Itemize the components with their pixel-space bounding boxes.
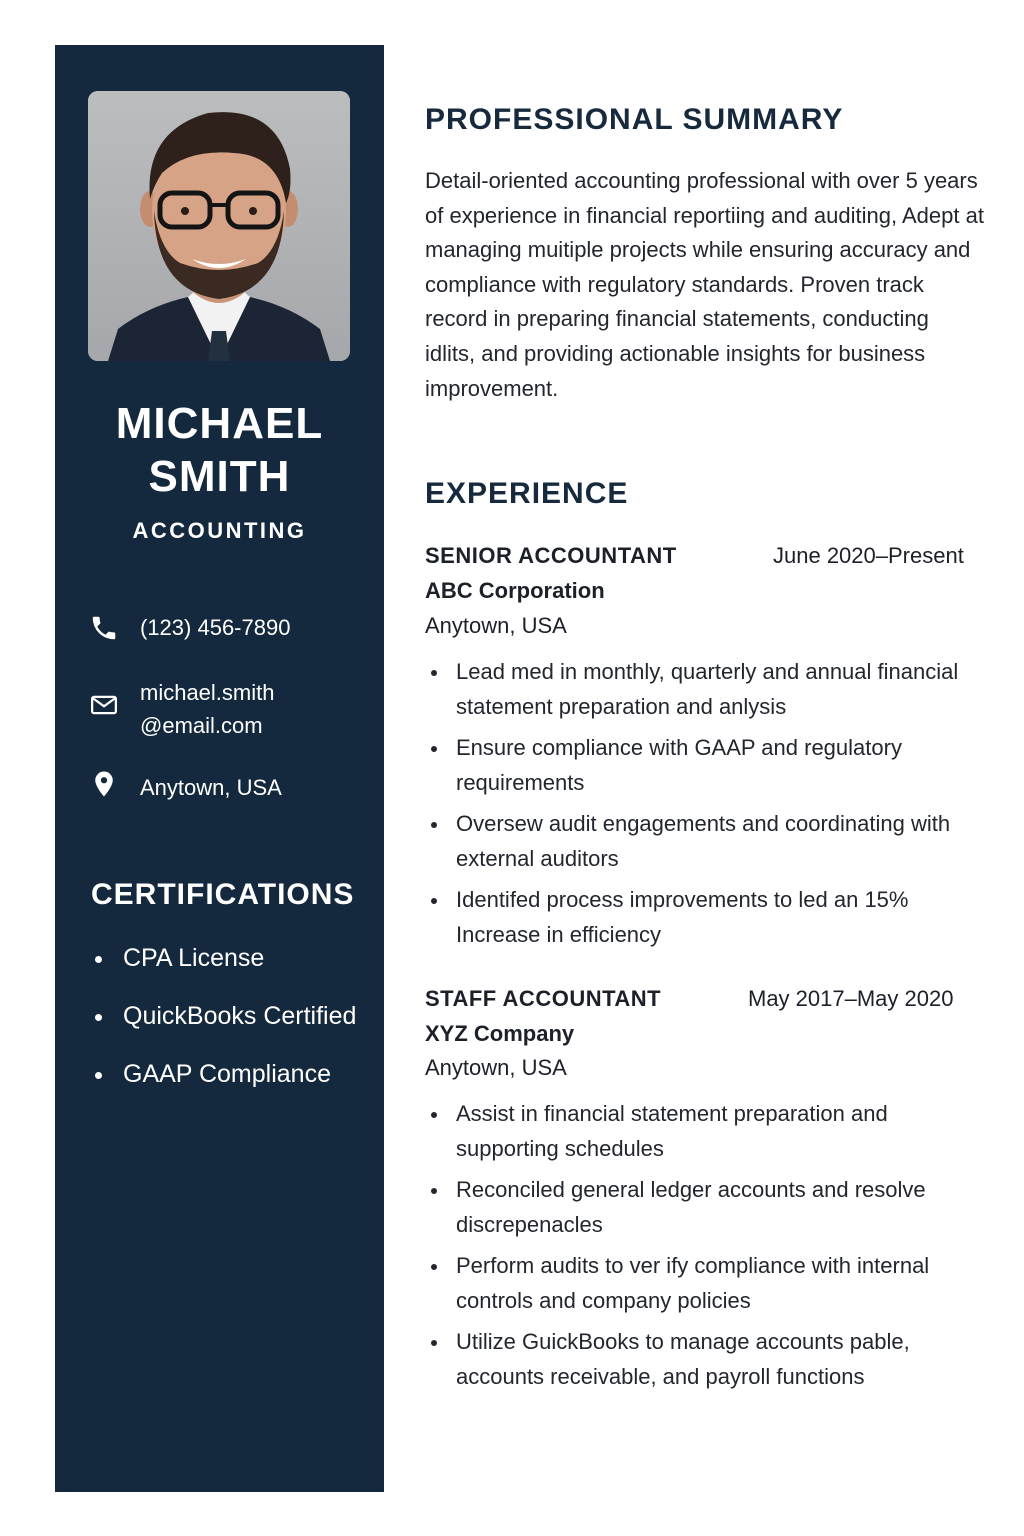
mail-icon — [89, 690, 119, 720]
certification-item: GAAP Compliance — [91, 1058, 371, 1090]
sidebar — [55, 45, 384, 1492]
phone-icon — [89, 613, 119, 643]
job-location: Anytown, USA — [425, 1055, 567, 1080]
summary-heading: PROFESSIONAL SUMMARY — [425, 103, 844, 136]
portrait-illustration — [88, 91, 350, 361]
bullet-item: Oversew audit engagements and coordinating with external auditors — [425, 807, 965, 876]
email-line-1: michael.smith — [140, 680, 275, 705]
experience-heading: EXPERIENCE — [425, 477, 629, 510]
person-name — [55, 397, 384, 503]
email-line-2: @email.com — [140, 713, 263, 738]
first-name: MICHAEL — [115, 399, 324, 448]
bullet-item: Identifed process improvements to led an 15% Increase in efficiency — [425, 883, 965, 952]
bullet-item: Perform audits to ver ify compliance with internal controls and company policies — [425, 1249, 965, 1318]
company-name: XYZ Company — [425, 1021, 575, 1046]
certifications-heading: CERTIFICATIONS — [91, 878, 355, 911]
bullet-item: Ensure compliance with GAAP and regulatory requirements — [425, 731, 965, 800]
company-name: ABC Corporation — [425, 578, 605, 603]
job-location: Anytown, USA — [425, 613, 567, 638]
certifications-list — [91, 942, 371, 1116]
job-dates: May 2017–May 2020 — [748, 986, 954, 1011]
profile-photo — [88, 91, 350, 361]
job-dates: June 2020–Present — [773, 543, 964, 568]
bullet-item: Utilize GuickBooks to manage accounts pable, accounts receivable, and payroll functions — [425, 1325, 965, 1394]
location-pin-icon — [89, 769, 119, 799]
phone-number: (123) 456-7890 — [140, 615, 291, 640]
bullet-item: Lead med in monthly, quarterly and annual financial statement preparation and anlysis — [425, 655, 965, 724]
summary-text: Detail-oriented accounting professional with over 5 years of experience in financial reportiing and auditing, Adept at managing muitiple projects while ensuring accuracy and compliance with regulatory standards. Proven track record in preparing financial statements, conducting idlits, and providing actionable insights for business improvement. — [425, 168, 984, 401]
bullet-item: Assist in financial statement preparation and supporting schedules — [425, 1097, 965, 1166]
certification-item: CPA License — [91, 942, 371, 974]
location-text: Anytown, USA — [140, 775, 282, 800]
job-bullets — [425, 655, 965, 959]
job-field: ACCOUNTING — [132, 518, 307, 543]
last-name: SMITH — [148, 452, 291, 501]
job-title: SENIOR ACCOUNTANT — [425, 543, 677, 568]
bullet-item: Reconciled general ledger accounts and resolve discrepenacles — [425, 1173, 965, 1242]
certification-item: QuickBooks Certified — [91, 1000, 371, 1032]
job-title: STAFF ACCOUNTANT — [425, 986, 662, 1011]
job-bullets — [425, 1097, 965, 1401]
